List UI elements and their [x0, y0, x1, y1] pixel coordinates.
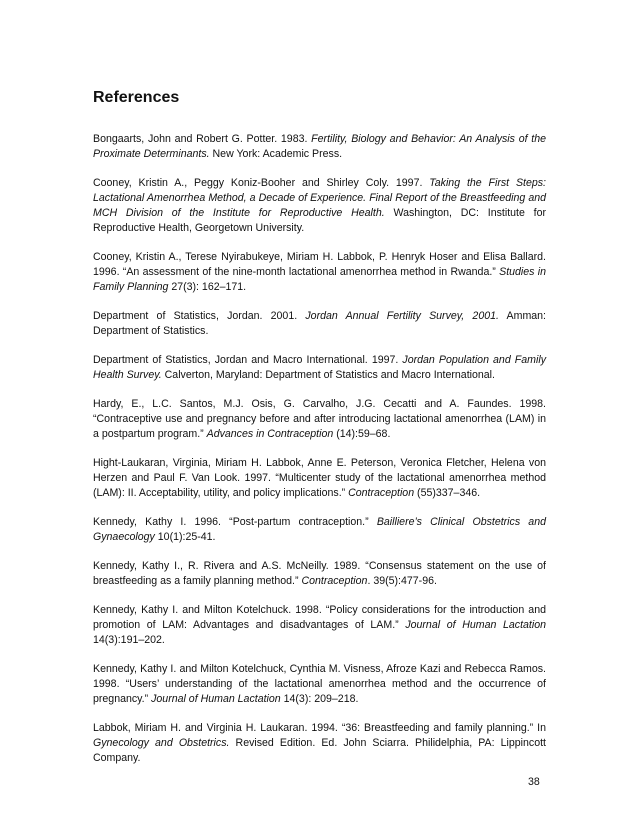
reference-entry [93, 250, 546, 295]
reference-text: Calverton, Maryland: Department of Statistics and Macro International. [161, 369, 495, 381]
reference-text: Cooney, Kristin A., Peggy Koniz-Booher and Shirley Coly. 1997. [93, 177, 430, 189]
reference-text: Bongaarts, John and Robert G. Potter. 1983. [93, 133, 312, 145]
reference-title: Gynecology and Obstetrics. [93, 737, 230, 749]
reference-title: Jordan Population and Family Health Survey. [93, 354, 546, 381]
reference-text: Kennedy, Kathy I., R. Rivera and A.S. McNeilly. 1989. “Consensus statement on the use of breastfeeding as a family planning method.” [93, 560, 546, 587]
reference-text: New York: Academic Press. [209, 148, 343, 160]
reference-text: Labbok, Miriam H. and Virginia H. Laukaran. 1994. “36: Breastfeeding and family planning.” In [93, 722, 546, 734]
reference-text: 27(3): 162–171. [168, 281, 247, 293]
reference-text: (14):59–68. [333, 428, 391, 440]
reference-title: Studies in Family Planning [93, 266, 547, 293]
reference-list [93, 132, 546, 780]
reference-entry [93, 559, 546, 589]
reference-text: Department of Statistics, Jordan. 2001. [93, 310, 306, 322]
reference-text: Revised Edition. Ed. John Sciarra. Philidelphia, PA: Lippincott Company. [93, 737, 546, 764]
reference-text: Kennedy, Kathy I. and Milton Kotelchuck. 1998. “Policy considerations for the introduction and promotion of LAM: Advantages and disadvantages of LAM.” [93, 604, 546, 631]
reference-title: Fertility, Biology and Behavior: An Analysis of the Proximate Determinants. [93, 133, 546, 160]
reference-text: Washington, DC: Institute for Reproductive Health, Georgetown University. [93, 207, 547, 234]
reference-title: Jordan Annual Fertility Survey, 2001. [305, 310, 499, 322]
document-page [93, 0, 546, 826]
reference-entry [93, 176, 546, 236]
reference-title: Taking the First Steps: Lactational Amenorrhea Method, a Decade of Experience. Final Report of the Breastfeeding and MCH Division of the Institute for Reproductive Health. [93, 177, 546, 219]
reference-text: Kennedy, Kathy I. 1996. “Post-partum contraception.” [93, 516, 377, 528]
reference-title: Contraception [301, 575, 368, 587]
reference-entry [93, 721, 546, 766]
page-title: References [93, 89, 180, 106]
reference-entry [93, 515, 546, 545]
reference-text: 10(1):25-41. [154, 531, 216, 543]
reference-entry [93, 309, 546, 339]
page-number: 38 [528, 776, 540, 788]
reference-entry [93, 662, 546, 707]
reference-text: 14(3): 209–218. [280, 693, 359, 705]
reference-text: Amman: Department of Statistics. [93, 310, 546, 337]
reference-entry [93, 397, 546, 442]
reference-title: Advances in Contraception [206, 428, 334, 440]
reference-text: Kennedy, Kathy I. and Milton Kotelchuck, Cynthia M. Visness, Afroze Kazi and Rebecca Ramos. 1998. “Users’ understanding of the lactational amenorrhea method and the occurrence of pregnancy.” [93, 663, 546, 705]
reference-title: Bailliere’s Clinical Obstetrics and Gynaecology [93, 516, 546, 543]
reference-title: Journal of Human Lactation [405, 619, 547, 631]
reference-entry [93, 456, 546, 501]
reference-text: 14(3):191–202. [93, 634, 165, 646]
reference-entry [93, 603, 546, 648]
reference-text: Department of Statistics, Jordan and Macro International. 1997. [93, 354, 403, 366]
reference-title: Contraception [348, 487, 415, 499]
reference-text: (55)337–346. [414, 487, 481, 499]
reference-text: Cooney, Kristin A., Terese Nyirabukeye, Miriam H. Labbok, P. Henryk Hoser and Elisa Ballard. 1996. “An assessment of the nine-month lactational amenorrhea method in Rwanda.” [93, 251, 546, 278]
reference-entry [93, 132, 546, 162]
reference-text: Hight-Laukaran, Virginia, Miriam H. Labbok, Anne E. Peterson, Veronica Fletcher, Helena von Herzen and Paul F. Van Look. 1997. “Multicenter study of the lactational amenorrhea method (LAM): II. Acceptability, utility, and policy implications.” [93, 457, 546, 499]
reference-title: Journal of Human Lactation [151, 693, 281, 705]
reference-entry [93, 353, 546, 383]
reference-text: . 39(5):477-96. [367, 575, 437, 587]
reference-text: Hardy, E., L.C. Santos, M.J. Osis, G. Carvalho, J.G. Cecatti and A. Faundes. 1998. “Contraceptive use and pregnancy before and after introducing lactational amenorrhea (LAM) in a postpartum program.” [93, 398, 546, 440]
